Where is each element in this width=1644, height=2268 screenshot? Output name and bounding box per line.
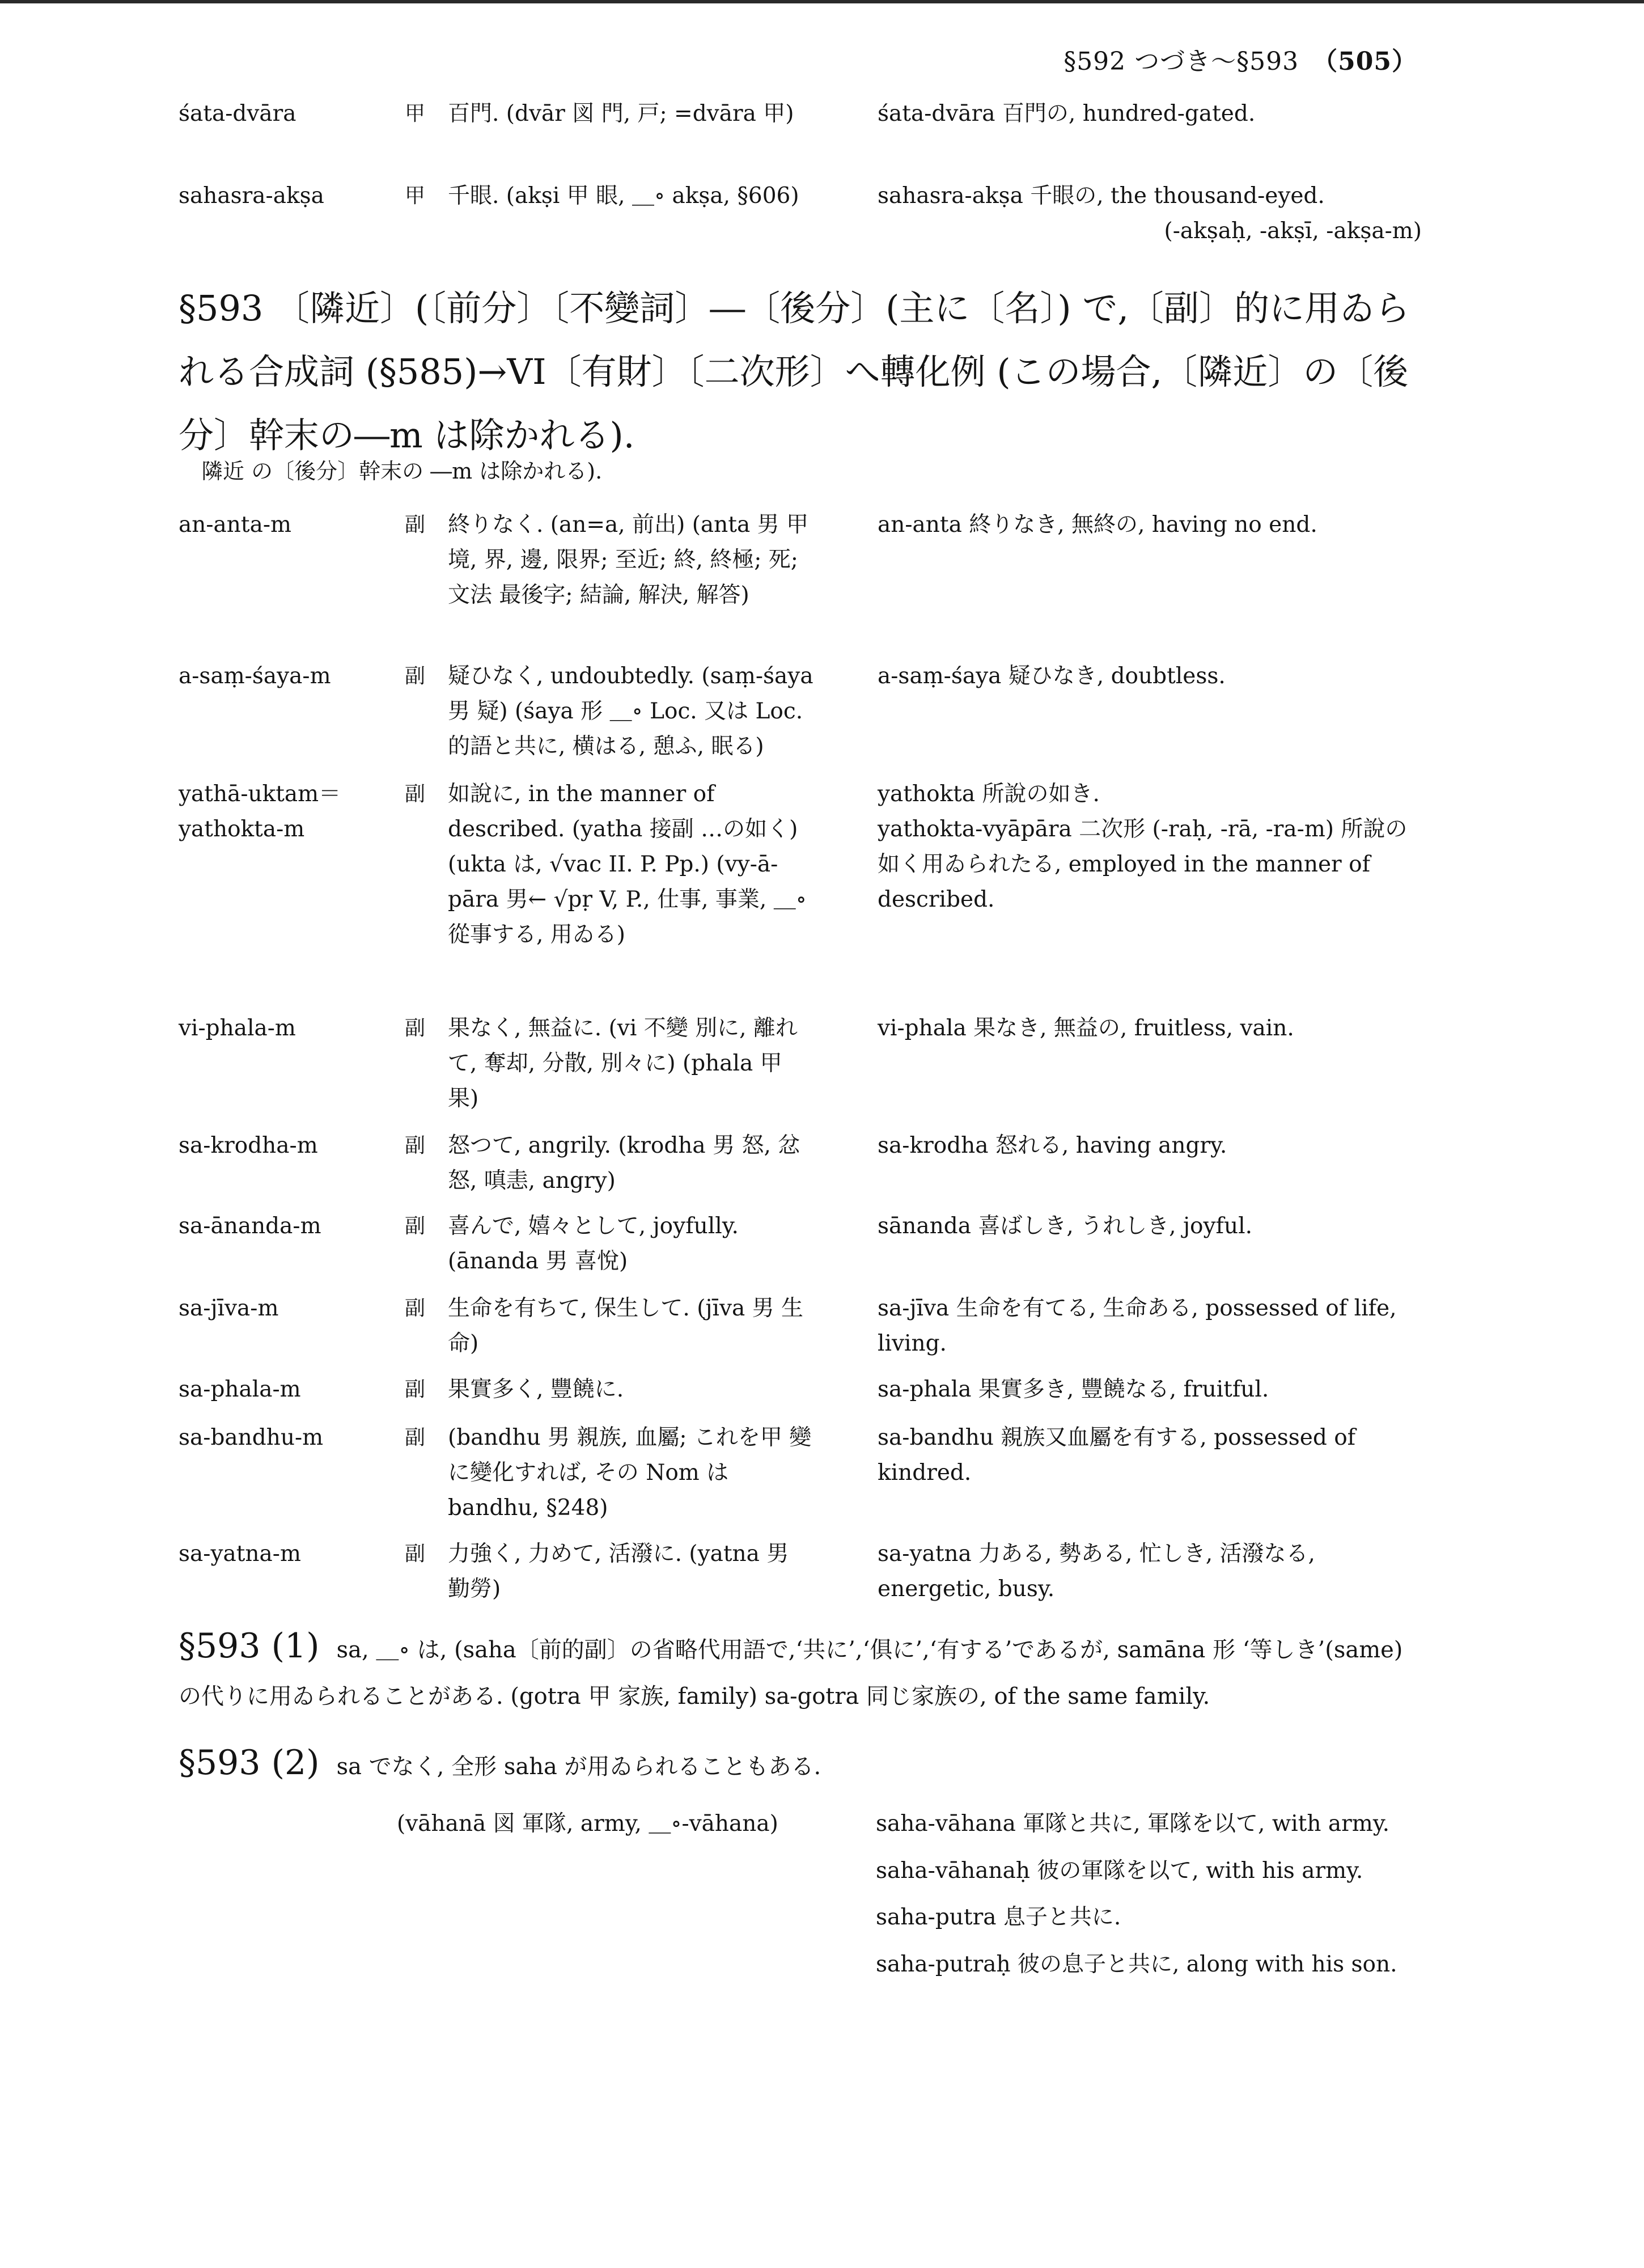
grammar-mark: 甲 — [404, 184, 425, 208]
entry-derivative: sa-bandhu 親族又血屬を有する, possessed of kindred. — [878, 1425, 1356, 1486]
headword: a-saṃ-śaya-m — [179, 663, 331, 689]
entry-derivative: sānanda 喜ばしき, うれしき, joyful. — [878, 1213, 1252, 1239]
entry-derivative: sa-phala 果實多き, 豐饒なる, fruitful. — [878, 1377, 1269, 1402]
headword: sa-jīva-m — [179, 1296, 279, 1321]
headword: vi-phala-m — [179, 1015, 296, 1041]
entry-gloss: 生命を有ちて, 保生して. (jīva 男 生命) — [448, 1296, 804, 1356]
derivative-line: sahasra-akṣa 千眼の, the thousand-eyed. — [878, 183, 1325, 209]
headword: sa-krodha-m — [179, 1133, 318, 1158]
grammar-mark: 副 — [404, 513, 425, 536]
grammar-mark: 甲 — [404, 102, 425, 125]
entry-gloss: 力強く, 力めて, 活潑に. (yatna 男 勤勞) — [448, 1541, 789, 1602]
subsection-text: sa でなく, 全形 saha が用ゐられることもある. — [336, 1754, 821, 1780]
headword: an-anta-m — [179, 512, 291, 538]
derivative-line: yathokta 所說の如き. — [878, 781, 1100, 807]
derivative-forms: (-akṣaḥ, -akṣī, -akṣa-m) — [1164, 218, 1422, 244]
entry-derivative — [878, 179, 1422, 249]
subsection-number: §593 (1) — [179, 1626, 320, 1666]
entry-derivative: śata-dvāra 百門の, hundred-gated. — [878, 101, 1256, 126]
page-header — [1063, 41, 1417, 77]
section-note: 隣近 の〔後分〕幹末の ―m は除かれる). — [201, 459, 603, 484]
derivative-line: yathokta-vyāpāra 二次形 (-raḥ, -rā, -ra-m) 所說の如く用ゐられたる, employed in the manner of described. — [878, 816, 1408, 912]
section-heading: §593 〔隣近〕(〔前分〕〔不變詞〕―〔後分〕(主に〔名〕) で,〔副〕的に用ゐられる合成詞 (§585)→VI〔有財〕〔二次形〕へ轉化例 (この場合,〔隣近〕の〔後分〕幹末の―m は除かれる). — [179, 287, 1410, 456]
entry-gloss: 千眼. (akṣi 甲 眼, ＿∘ akṣa, §606) — [448, 183, 799, 209]
page-number: （505） — [1312, 47, 1417, 76]
headword-alternate: yathokta-m — [179, 816, 305, 842]
entry-derivative: sa-krodha 怒れる, having angry. — [878, 1133, 1227, 1158]
top-rule — [0, 0, 1644, 3]
example-line: saha-putra 息子と共に. — [876, 1905, 1121, 1930]
subsection-number: §593 (2) — [179, 1743, 320, 1783]
subsection-593-2 — [179, 1740, 1426, 1790]
headword: sahasra-akṣa — [179, 183, 324, 209]
entry-derivative: vi-phala 果なき, 無益の, fruitless, vain. — [878, 1015, 1294, 1041]
grammar-mark: 副 — [404, 1378, 425, 1401]
grammar-mark: 副 — [404, 1297, 425, 1320]
example-line: saha-vāhana 軍隊と共に, 軍隊を以て, with army. — [876, 1811, 1389, 1837]
headword: sa-bandhu-m — [179, 1425, 324, 1450]
grammar-mark: 副 — [404, 1426, 425, 1449]
grammar-mark: 副 — [404, 665, 425, 688]
entry-gloss: 終りなく. (an=a, 前出) (anta 男 甲 境, 界, 邊, 限界; 至近; 終, 終極; 死; 文法 最後字; 結論, 解決, 解答) — [448, 512, 809, 608]
headword: yathā-uktam＝ — [179, 781, 341, 807]
entry-derivative: an-anta 終りなき, 無終の, having no end. — [878, 512, 1317, 538]
grammar-mark: 副 — [404, 1134, 425, 1157]
grammar-mark: 副 — [404, 1215, 425, 1238]
subsection-593-1 — [179, 1623, 1426, 1720]
example-line: saha-vāhanaḥ 彼の軍隊を以て, with his army. — [876, 1858, 1363, 1884]
entry-gloss: 喜んで, 嬉々として, joyfully. (ānanda 男 喜悅) — [448, 1213, 739, 1274]
entry-derivative: a-saṃ-śaya 疑ひなき, doubtless. — [878, 663, 1226, 689]
headword: sa-phala-m — [179, 1377, 301, 1402]
example-gloss: (vāhanā 図 軍隊, army, ＿∘-vāhana) — [397, 1811, 778, 1837]
headword: śata-dvāra — [179, 101, 296, 126]
headword: sa-yatna-m — [179, 1541, 301, 1567]
entry-gloss: 果なく, 無益に. (vi 不變 別に, 離れて, 奪却, 分散, 別々に) (phala 甲 果) — [448, 1015, 798, 1111]
entry-gloss: (bandhu 男 親族, 血屬; これを甲 變 に變化すれば, その Nom は bandhu, §248) — [448, 1425, 812, 1521]
section-range: §592 つづき～§593 — [1063, 47, 1299, 76]
grammar-mark: 副 — [404, 782, 425, 806]
entry-gloss: 怒つて, angrily. (krodha 男 怒, 忿怒, 嗔恚, angry) — [448, 1133, 800, 1194]
entry-gloss: 百門. (dvār 図 門, 戸; =dvāra 甲) — [448, 101, 794, 126]
entry-derivative: sa-yatna 力ある, 勢ある, 忙しき, 活潑なる, energetic, busy. — [878, 1541, 1315, 1602]
entry-gloss: 疑ひなく, undoubtedly. (saṃ-śaya 男 疑) (śaya 形 ＿∘ Loc. 又は Loc. 的語と共に, 横はる, 憩ふ, 眠る) — [448, 663, 813, 759]
subsection-text: sa, ＿∘ は, (saha〔前的副〕の省略代用語で,‘共に’,‘俱に’,‘有する’であるが, samāna 形 ‘等しき’(same) の代りに用ゐられることがある. (gotra 甲 家族, family) sa-gotra 同じ家族の, of the same family. — [179, 1637, 1403, 1710]
headword: sa-ānanda-m — [179, 1213, 321, 1239]
example-line: saha-putraḥ 彼の息子と共に, along with his son. — [876, 1952, 1397, 1977]
grammar-mark: 副 — [404, 1017, 425, 1040]
entry-gloss: 如說に, in the manner of described. (yatha 接副 …の如く) (ukta は, √vac II. P. Pp.) (vy-ā-pāra 男← √pṛ V, P., 仕事, 事業, ＿∘ 從事する, 用ゐる) — [448, 781, 807, 947]
entry-derivative: sa-jīva 生命を有てる, 生命ある, possessed of life, living. — [878, 1296, 1397, 1356]
entry-gloss: 果實多く, 豐饒に. — [448, 1377, 624, 1402]
grammar-mark: 副 — [404, 1542, 425, 1565]
entry-derivative — [878, 777, 1422, 917]
